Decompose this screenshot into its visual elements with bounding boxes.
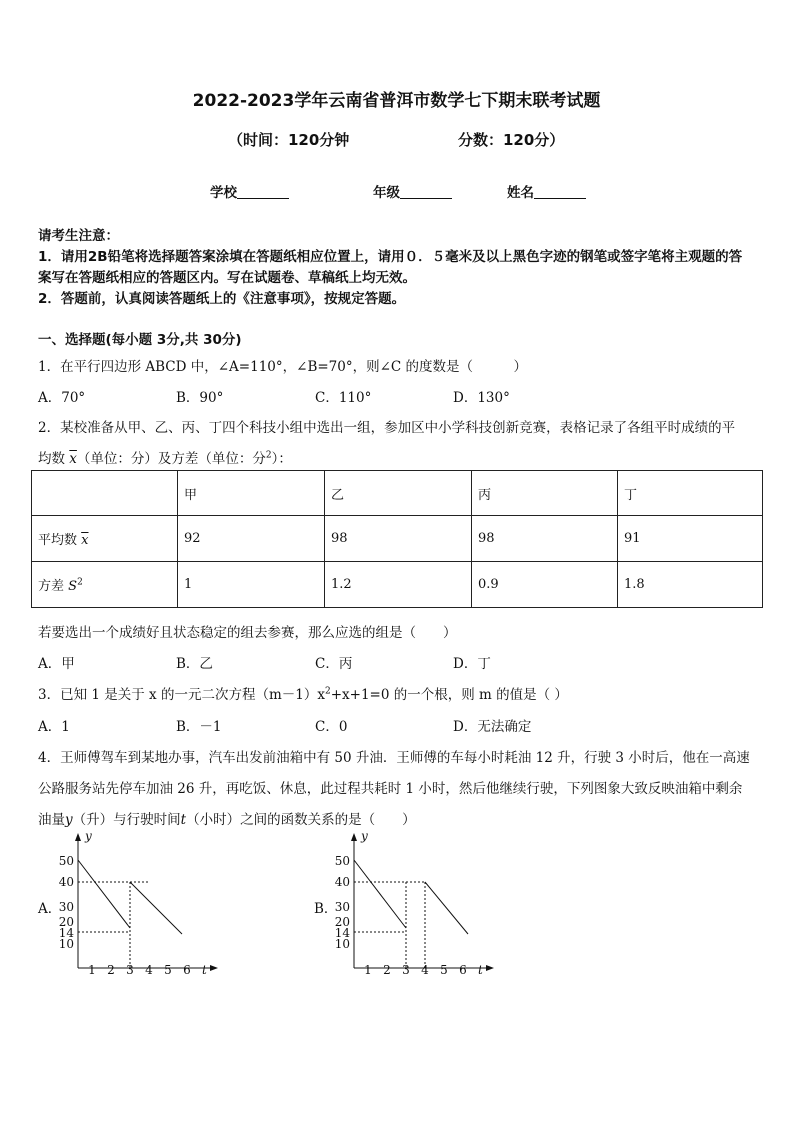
y-tick: 40 [334, 875, 350, 889]
table-header-cell: 乙 [325, 471, 472, 516]
x-tick: 2 [107, 963, 115, 977]
q3-stem: 3．已知 1 是关于 x 的一元二次方程$(m-1)x^2+x+1=0$ 的一个根，则 m 的值是（ ） [38, 686, 568, 703]
table-header-cell: 丁 [618, 471, 763, 516]
q4-stem-line-2: 公路服务站先停车加油 26 升，再吃饭、休息，此过程共耗时 1 小时，然后他继续行驶，下列图象大致反映油箱中剩余 [38, 781, 743, 797]
y-axis-name: y [361, 829, 368, 843]
grade-label: 年级 [373, 185, 400, 201]
segment-2 [425, 882, 468, 934]
x-tick: 6 [183, 963, 191, 977]
school-field[interactable] [210, 181, 289, 201]
y-tick: 10 [58, 937, 74, 951]
q1-option-b: B．90° [176, 390, 224, 406]
table-row [32, 562, 763, 608]
y-tick: 30 [334, 900, 350, 914]
y-tick: 14 [334, 926, 350, 940]
q4-stem-line-1: 4．王师傅驾车到某地办事，汽车出发前油箱中有 50 升油．王师傅的车每小时耗油 12 升，行驶 3 小时后，他在一高速 [38, 750, 750, 766]
y-tick: 20 [58, 915, 74, 929]
q1-stem: 1．在平行四边形 ABCD 中，∠A=110°，∠B=70°，则∠C 的度数是（ ） [38, 359, 528, 375]
x-tick: 4 [145, 963, 153, 977]
q2-stem-line-2: 均数 $\overline{x}$（单位：分）及方差（单位：分$^2$）： [38, 450, 292, 467]
q3-option-a: A．1 [38, 719, 70, 735]
exam-time: （时间：120分钟 [228, 131, 350, 149]
mean-label-cell: 平均数 $\overline{x}$ [32, 516, 178, 562]
y-axis-arrow [75, 833, 81, 841]
x-tick: 2 [383, 963, 391, 977]
name-field[interactable] [507, 181, 586, 201]
q3-option-b: B．－1 [176, 719, 222, 735]
q4-option-b-label: B． [314, 901, 338, 917]
table-header-cell [32, 471, 178, 516]
y-axis-name: y [85, 829, 92, 843]
q1-option-d: D．130° [453, 390, 510, 406]
y-axis-arrow [351, 833, 357, 841]
notice-line-3: 2．答题前，认真阅读答题纸上的《注意事项》，按规定答题。 [38, 291, 406, 307]
x-tick: 1 [364, 963, 372, 977]
grade-field[interactable] [373, 181, 452, 201]
y-tick: 10 [334, 937, 350, 951]
notice-heading: 请考生注意： [38, 228, 119, 244]
q4-graph-b [330, 828, 500, 978]
segment-1 [354, 860, 406, 928]
table-cell: 1.2 [325, 562, 472, 608]
x-tick: 6 [459, 963, 467, 977]
q2-option-d: D．丁 [453, 656, 491, 672]
x-axis-arrow [486, 965, 494, 971]
y-tick: 40 [58, 875, 74, 889]
q2-option-a: A．甲 [38, 656, 75, 672]
section-heading: 一、选择题(每小题 3分,共 30分) [38, 332, 242, 348]
x-axis-name: t [202, 963, 207, 977]
q1-option-c: C．110° [315, 390, 372, 406]
table-cell: 1 [178, 562, 325, 608]
table-header-cell: 丙 [472, 471, 618, 516]
q2-question: 若要选出一个成绩好且状态稳定的组去参赛，那么应选的组是（ ） [38, 625, 457, 641]
table-header-cell: 甲 [178, 471, 325, 516]
school-label: 学校 [210, 185, 237, 201]
y-tick: 50 [334, 854, 350, 868]
q2-option-c: C．丙 [315, 656, 353, 672]
x-axis-arrow [210, 965, 218, 971]
table-cell: 92 [178, 516, 325, 562]
y-tick: 30 [58, 900, 74, 914]
variance-label-cell: 方差 $S^2$ [32, 562, 178, 608]
x-tick: 1 [88, 963, 96, 977]
q2-option-b: B．乙 [176, 656, 213, 672]
table-row [32, 516, 763, 562]
name-label: 姓名 [507, 185, 534, 201]
table-cell: 1.8 [618, 562, 763, 608]
score-table [31, 470, 763, 608]
x-tick: 5 [164, 963, 172, 977]
table-cell: 0.9 [472, 562, 618, 608]
q2-stem-line-1: 2．某校准备从甲、乙、丙、丁四个科技小组中选出一组，参加区中小学科技创新竞赛，表格记录了各组平时成绩的平 [38, 420, 736, 436]
q4-graph-a [54, 828, 224, 978]
segment-1 [78, 860, 130, 928]
segment-2 [130, 882, 182, 934]
x-tick: 4 [421, 963, 429, 977]
y-tick: 14 [58, 926, 74, 940]
q4-option-a-label: A． [38, 901, 62, 917]
q1-option-a: A．70° [38, 390, 86, 406]
y-tick: 20 [334, 915, 350, 929]
exam-score: 分数：120分） [458, 131, 565, 149]
q3-option-c: C．0 [315, 719, 348, 735]
exam-title: 2022-2023学年云南省普洱市数学七下期末联考试题 [192, 91, 601, 111]
notice-line-2: 案写在答题纸相应的答题区内。写在试题卷、草稿纸上均无效。 [38, 270, 416, 286]
q3-option-d: D．无法确定 [453, 719, 532, 735]
x-axis-name: t [478, 963, 483, 977]
q4-stem-line-3: 油量y（升）与行驶时间t（小时）之间的函数关系的是（ ） [38, 812, 416, 828]
x-tick: 3 [126, 963, 134, 977]
y-tick: 50 [58, 854, 74, 868]
x-tick: 3 [402, 963, 410, 977]
table-cell: 98 [472, 516, 618, 562]
table-cell: 98 [325, 516, 472, 562]
table-cell: 91 [618, 516, 763, 562]
x-tick: 5 [440, 963, 448, 977]
table-header-row [32, 471, 763, 516]
notice-line-1: 1．请用2B铅笔将选择题答案涂填在答题纸相应位置上，请用０．５毫米及以上黑色字迹的钢笔或签字笔将主观题的答 [38, 249, 743, 265]
